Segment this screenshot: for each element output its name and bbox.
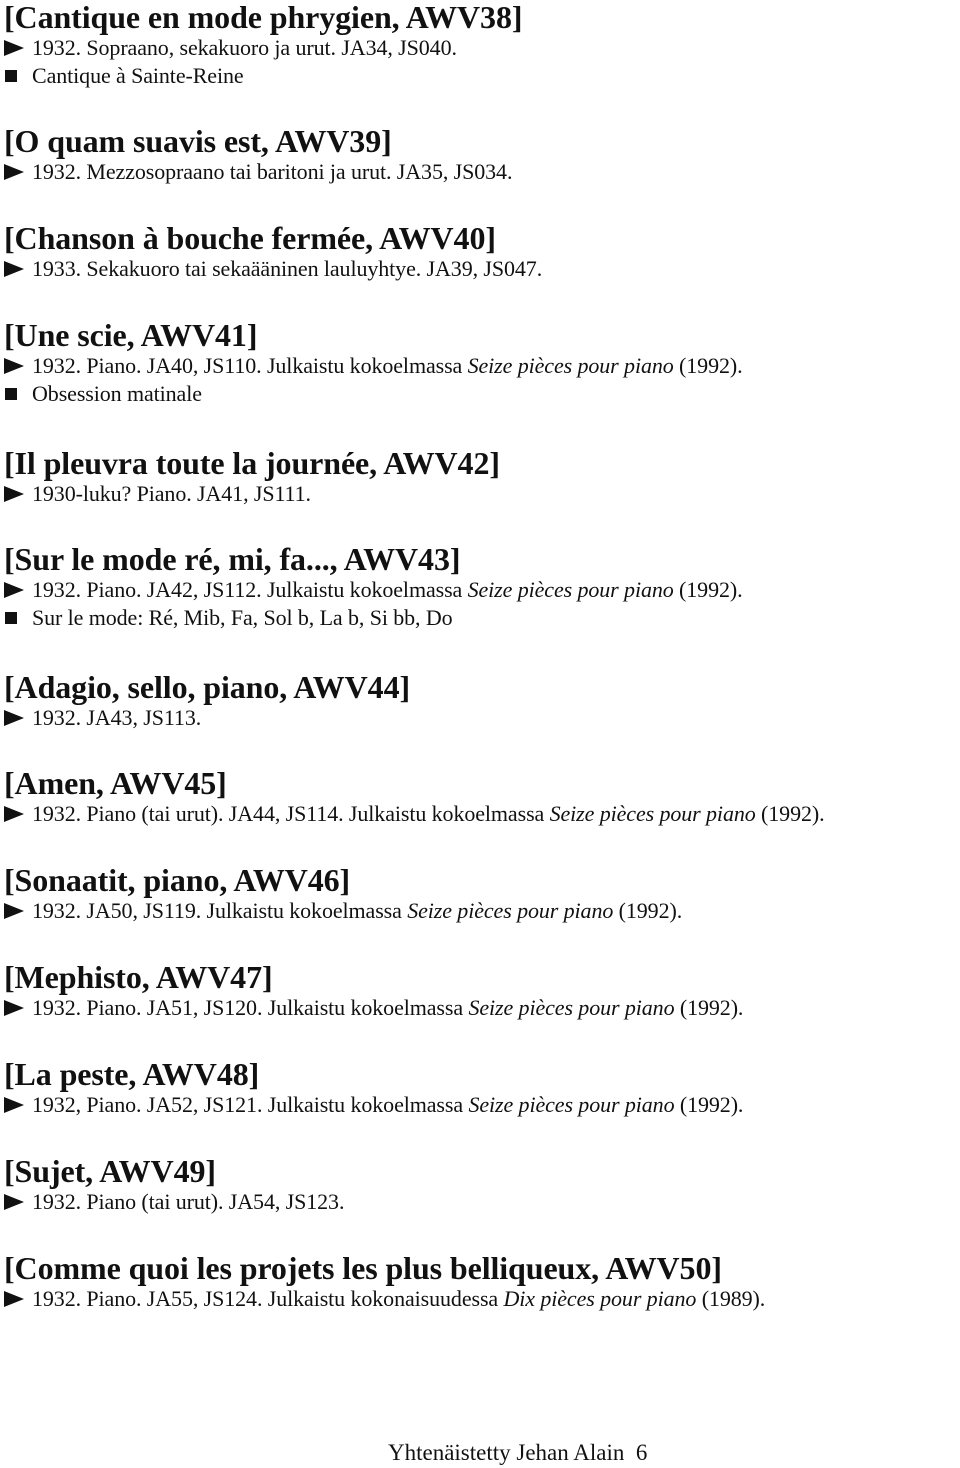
info-text-end: (1992).	[755, 801, 825, 826]
collection-title: Dix pièces pour piano	[503, 1286, 697, 1311]
triangle-bullet-icon	[4, 34, 32, 62]
work-info-line	[4, 352, 960, 380]
note-text: Cantique à Sainte-Reine	[32, 63, 244, 88]
triangle-shape	[4, 1097, 24, 1113]
triangle-shape	[4, 40, 24, 56]
work-entry	[4, 446, 960, 508]
triangle-bullet-icon	[4, 704, 32, 732]
triangle-shape	[4, 1291, 24, 1307]
work-title: [Cantique en mode phrygien, AWV38]	[4, 0, 523, 35]
info-text: 1932. Piano. JA40, JS110. Julkaistu kokoelmassa	[32, 353, 468, 378]
work-info-line	[4, 576, 960, 604]
work-title: [Sujet, AWV49]	[4, 1153, 216, 1189]
collection-title: Seize pièces pour piano	[467, 577, 674, 602]
triangle-bullet-icon	[4, 576, 32, 604]
collection-title: Seize pièces pour piano	[549, 801, 756, 826]
triangle-bullet-icon	[4, 1091, 32, 1119]
info-text-end: (1989).	[696, 1286, 766, 1311]
square-shape	[5, 388, 17, 400]
work-entry	[4, 0, 960, 90]
work-info-line	[4, 1091, 960, 1119]
triangle-shape	[4, 261, 24, 277]
work-entry	[4, 124, 960, 186]
work-entry	[4, 670, 960, 732]
collection-title: Seize pièces pour piano	[467, 353, 674, 378]
triangle-bullet-icon	[4, 800, 32, 828]
work-note-line	[4, 380, 960, 408]
triangle-shape	[4, 806, 24, 822]
info-text: 1932, Piano. JA52, JS121. Julkaistu kokoelmassa	[32, 1092, 469, 1117]
info-text: 1932. Piano. JA42, JS112. Julkaistu kokoelmassa	[32, 577, 468, 602]
info-text: 1932. Sopraano, sekakuoro ja urut. JA34, JS040.	[32, 35, 457, 60]
work-info-line	[4, 158, 960, 186]
info-text-end: (1992).	[673, 577, 743, 602]
square-shape	[5, 70, 17, 82]
work-entry	[4, 542, 960, 632]
work-note-line	[4, 604, 960, 632]
collection-title: Seize pièces pour piano	[468, 1092, 675, 1117]
info-text-end: (1992).	[613, 898, 683, 923]
info-text: 1930-luku? Piano. JA41, JS111.	[32, 481, 311, 506]
triangle-shape	[4, 710, 24, 726]
triangle-shape	[4, 582, 24, 598]
triangle-shape	[4, 1000, 24, 1016]
triangle-shape	[4, 903, 24, 919]
work-info-line	[4, 800, 960, 828]
info-text-end: (1992).	[674, 1092, 744, 1117]
triangle-bullet-icon	[4, 480, 32, 508]
work-title: [Chanson à bouche fermée, AWV40]	[4, 220, 496, 256]
square-bullet-icon	[4, 380, 32, 408]
info-text: 1932. JA43, JS113.	[32, 705, 202, 730]
work-info-line	[4, 1285, 960, 1313]
note-text: Obsession matinale	[32, 381, 202, 406]
work-title: [O quam suavis est, AWV39]	[4, 123, 392, 159]
triangle-bullet-icon	[4, 897, 32, 925]
collection-title: Seize pièces pour piano	[407, 898, 614, 923]
work-title: [Sonaatit, piano, AWV46]	[4, 862, 351, 898]
work-entry	[4, 863, 960, 925]
work-info-line	[4, 1188, 960, 1216]
footer-title: Yhtenäistetty Jehan Alain	[388, 1440, 625, 1465]
work-entry	[4, 1251, 960, 1313]
work-entry	[4, 318, 960, 408]
page-number: 6	[635, 1440, 648, 1465]
info-text: 1932. JA50, JS119. Julkaistu kokoelmassa	[32, 898, 408, 923]
square-shape	[5, 612, 17, 624]
info-text-end: (1992).	[674, 995, 744, 1020]
work-entry	[4, 1154, 960, 1216]
work-info-line	[4, 255, 960, 283]
info-text-end: (1992).	[673, 353, 743, 378]
collection-title: Seize pièces pour piano	[468, 995, 675, 1020]
triangle-bullet-icon	[4, 158, 32, 186]
info-text: 1932. Mezzosopraano tai baritoni ja urut. JA35, JS034.	[32, 159, 513, 184]
triangle-bullet-icon	[4, 255, 32, 283]
work-title: [Comme quoi les projets les plus belliqueux, AWV50]	[4, 1250, 722, 1286]
work-title: [Il pleuvra toute la journée, AWV42]	[4, 445, 500, 481]
triangle-bullet-icon	[4, 994, 32, 1022]
triangle-shape	[4, 164, 24, 180]
square-bullet-icon	[4, 62, 32, 90]
work-note-line	[4, 62, 960, 90]
page-footer	[388, 1438, 647, 1468]
info-text: 1933. Sekakuoro tai sekaääninen lauluyhtye. JA39, JS047.	[32, 256, 543, 281]
work-info-line	[4, 480, 960, 508]
work-info-line	[4, 994, 960, 1022]
triangle-bullet-icon	[4, 1188, 32, 1216]
work-entry	[4, 960, 960, 1022]
work-title: [Sur le mode ré, mi, fa..., AWV43]	[4, 541, 461, 577]
work-entry	[4, 1057, 960, 1119]
work-info-line	[4, 34, 960, 62]
work-info-line	[4, 704, 960, 732]
info-text: 1932. Piano. JA55, JS124. Julkaistu kokonaisuudessa	[32, 1286, 504, 1311]
info-text: 1932. Piano (tai urut). JA54, JS123.	[32, 1189, 345, 1214]
work-title: [Adagio, sello, piano, AWV44]	[4, 669, 411, 705]
triangle-bullet-icon	[4, 352, 32, 380]
note-text: Sur le mode: Ré, Mib, Fa, Sol b, La b, Si bb, Do	[32, 605, 453, 630]
square-bullet-icon	[4, 604, 32, 632]
triangle-bullet-icon	[4, 1285, 32, 1313]
work-info-line	[4, 897, 960, 925]
info-text: 1932. Piano (tai urut). JA44, JS114. Julkaistu kokoelmassa	[32, 801, 550, 826]
work-entry	[4, 221, 960, 283]
work-title: [La peste, AWV48]	[4, 1056, 260, 1092]
triangle-shape	[4, 1194, 24, 1210]
work-title: [Amen, AWV45]	[4, 765, 227, 801]
work-entry	[4, 766, 960, 828]
triangle-shape	[4, 358, 24, 374]
info-text: 1932. Piano. JA51, JS120. Julkaistu kokoelmassa	[32, 995, 469, 1020]
work-title: [Mephisto, AWV47]	[4, 959, 273, 995]
triangle-shape	[4, 486, 24, 502]
work-title: [Une scie, AWV41]	[4, 317, 258, 353]
